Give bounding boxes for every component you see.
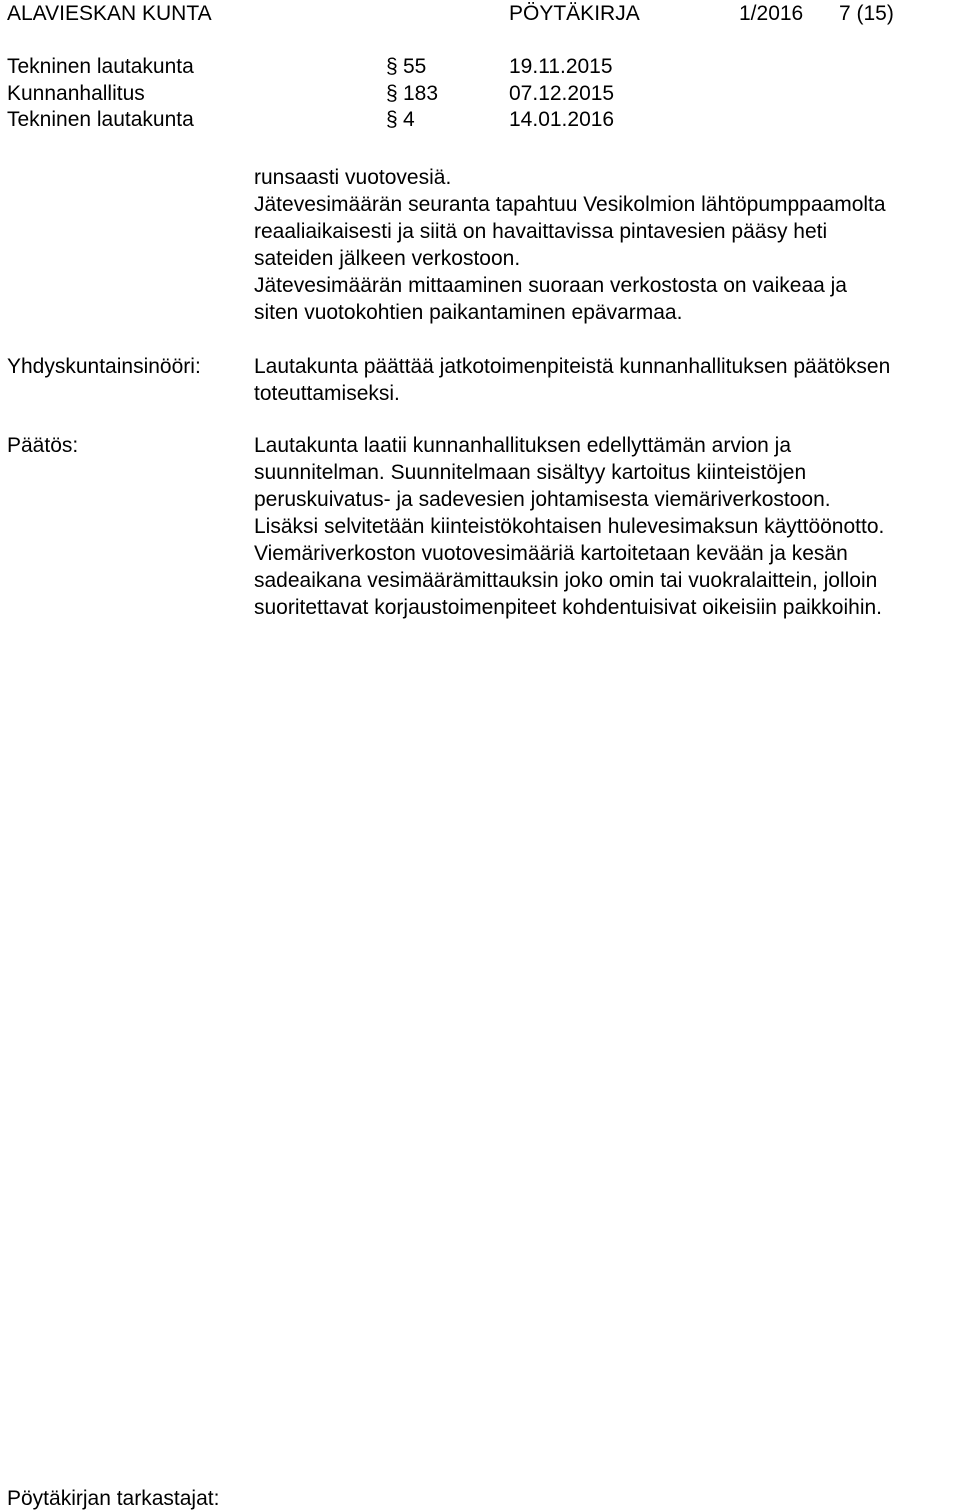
text-line: Lautakunta päättää jatkotoimenpiteistä kunnanhallituksen päätöksen xyxy=(254,355,891,378)
section-sign: § xyxy=(386,108,398,131)
reference-row xyxy=(0,80,960,107)
document-type: PÖYTÄKIRJA xyxy=(509,2,640,25)
decision-label: Päätös: xyxy=(7,434,79,457)
section-number: 4 xyxy=(403,108,415,131)
reference-body: Tekninen lautakunta xyxy=(7,55,194,78)
section-number: 55 xyxy=(403,55,427,78)
minutes-checkers-label: Pöytäkirjan tarkastajat: xyxy=(7,1487,220,1510)
decision-paragraph xyxy=(254,432,954,621)
reference-body: Tekninen lautakunta xyxy=(7,108,194,131)
text-line: sateiden jälkeen verkostoon. xyxy=(254,247,521,270)
background-paragraph xyxy=(254,164,954,326)
text-line: Viemäriverkoston vuotovesimääriä kartoitetaan kevään ja kesän xyxy=(254,542,848,565)
page-number: 7 (15) xyxy=(839,2,894,25)
text-line: Jätevesimäärän mittaaminen suoraan verkostosta on vaikeaa ja xyxy=(254,274,847,297)
text-line: Lautakunta laatii kunnanhallituksen edellyttämän arvion ja xyxy=(254,434,792,457)
section-sign: § xyxy=(386,55,398,78)
reference-row xyxy=(0,106,960,133)
organization-name: ALAVIESKAN KUNTA xyxy=(7,2,212,25)
section-number: 183 xyxy=(403,82,439,105)
text-line: reaaliaikaisesti ja siitä on havaittavissa pintavesien pääsy heti xyxy=(254,220,828,243)
text-line: siten vuotokohtien paikantaminen epävarmaa. xyxy=(254,301,683,324)
text-line: Lisäksi selvitetään kiinteistökohtaisen hulevesimaksun käyttöönotto. xyxy=(254,515,885,538)
protocol-number: 1/2016 xyxy=(739,2,804,25)
text-line: toteuttamiseksi. xyxy=(254,382,400,405)
reference-date: 07.12.2015 xyxy=(509,82,615,105)
text-line: sadeaikana vesimäärämittauksin joko omin tai vuokralaittein, jolloin xyxy=(254,569,878,592)
text-line: suoritettavat korjaustoimenpiteet kohdentuisivat oikeisiin paikkoihin. xyxy=(254,596,883,619)
reference-date: 19.11.2015 xyxy=(509,55,613,78)
proposal-paragraph xyxy=(254,353,954,407)
reference-date: 14.01.2016 xyxy=(509,108,615,131)
text-line: Jätevesimäärän seuranta tapahtuu Vesikolmion lähtöpumppaamolta xyxy=(254,193,886,216)
reference-body: Kunnanhallitus xyxy=(7,82,145,105)
text-line: suunnitelman. Suunnitelmaan sisältyy kartoitus kiinteistöjen xyxy=(254,461,807,484)
section-sign: § xyxy=(386,82,398,105)
proposal-label: Yhdyskuntainsinööri: xyxy=(7,355,201,378)
reference-row xyxy=(0,53,960,80)
text-line: peruskuivatus- ja sadevesien johtamisesta viemäriverkostoon. xyxy=(254,488,831,511)
text-line: runsaasti vuotovesiä. xyxy=(254,166,452,189)
